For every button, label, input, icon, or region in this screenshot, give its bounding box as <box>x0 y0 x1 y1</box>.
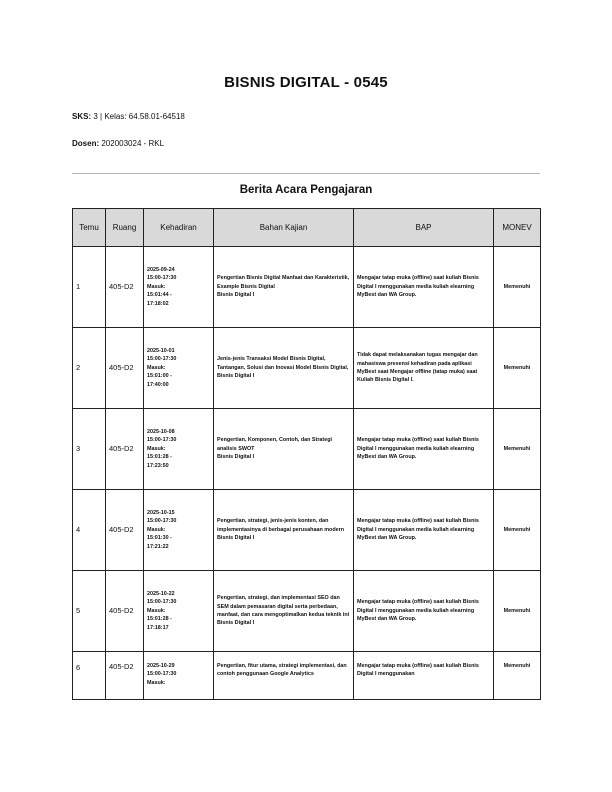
cell-bahan-kajian: Pengertian Bisnis Digital Manfaat dan Karakteristik, Example Bisnis Digital Bisnis Digital I <box>214 247 354 328</box>
cell-bap: Mengajar tatap muka (offline) saat kuliah Bisnis Digital I menggunakan media kuliah elearning MyBest dan WA Group. <box>354 409 494 490</box>
sks-line <box>72 112 185 121</box>
cell-temu: 4 <box>73 490 106 571</box>
cell-monev: Memenuhi <box>494 652 541 700</box>
col-header-bahan-kajian: Bahan Kajian <box>214 209 354 247</box>
cell-temu: 1 <box>73 247 106 328</box>
cell-monev: Memenuhi <box>494 328 541 409</box>
divider <box>72 173 540 174</box>
cell-bap: Mengajar tatap muka (offline) saat kuliah Bisnis Digital I menggunakan media kuliah elearning MyBest dan WA Group. <box>354 571 494 652</box>
cell-kehadiran: 2025-10-08 15:00-17:30 Masuk: 15:01:28 - 17:23:50 <box>144 409 214 490</box>
cell-bap: Mengajar tatap muka (offline) saat kuliah Bisnis Digital I menggunakan media kuliah elearning MyBest dan WA Group. <box>354 247 494 328</box>
cell-bap: Mengajar tatap muka (offline) saat kuliah Bisnis Digital I menggunakan <box>354 652 494 700</box>
cell-kehadiran: 2025-10-22 15:00-17:30 Masuk: 15:01:28 - 17:18:17 <box>144 571 214 652</box>
cell-monev: Memenuhi <box>494 247 541 328</box>
table-row <box>73 652 541 700</box>
table-header-row <box>73 209 541 247</box>
bap-table <box>72 208 541 700</box>
table-row <box>73 490 541 571</box>
cell-kehadiran: 2025-10-01 15:00-17:30 Masuk: 15:01:00 - 17:40:00 <box>144 328 214 409</box>
cell-kehadiran: 2025-09-24 15:00-17:30 Masuk: 15:01:44 - 17:18:02 <box>144 247 214 328</box>
cell-ruang: 405-D2 <box>106 409 144 490</box>
table-row <box>73 328 541 409</box>
cell-monev: Memenuhi <box>494 571 541 652</box>
col-header-ruang: Ruang <box>106 209 144 247</box>
col-header-kehadiran: Kehadiran <box>144 209 214 247</box>
cell-temu: 2 <box>73 328 106 409</box>
section-title: Berita Acara Pengajaran <box>239 184 373 196</box>
sks-value: 3 | Kelas: 64.58.01-64518 <box>93 112 185 121</box>
cell-bap: Mengajar tatap muka (offline) saat kuliah Bisnis Digital I menggunakan media kuliah elearning MyBest dan WA Group. <box>354 490 494 571</box>
table-row <box>73 409 541 490</box>
dosen-label: Dosen: <box>72 139 100 148</box>
cell-bahan-kajian: Jenis-jenis Transaksi Model Bisnis Digital, Tantangan, Solusi dan Inovasi Model Bisnis Digital, Bisnis Digital I <box>214 328 354 409</box>
cell-bahan-kajian: Pengertian, strategi, dan implementasi SEO dan SEM dalam pemasaran digital serta perbedaan, manfaat, dan cara mengoptimalkan kedua teknik ini Bisnis Digital I <box>214 571 354 652</box>
cell-bap: Tidak dapat melaksanakan tugas mengajar dan mahasiswa presensi kehadiran pada aplikasi MyBest saat Mengajar offline (tatap muka) saat Kuliah Bisnis Digital I. <box>354 328 494 409</box>
cell-kehadiran: 2025-10-15 15:00-17:30 Masuk: 15:01:30 - 17:21:22 <box>144 490 214 571</box>
table-row <box>73 571 541 652</box>
cell-ruang: 405-D2 <box>106 247 144 328</box>
cell-monev: Memenuhi <box>494 409 541 490</box>
col-header-monev: MONEV <box>494 209 541 247</box>
cell-bahan-kajian: Pengertian, fitur utama, strategi implementasi, dan contoh penggunaan Google Analytics <box>214 652 354 700</box>
cell-temu: 6 <box>73 652 106 700</box>
sks-label: SKS: <box>72 112 92 121</box>
cell-kehadiran: 2025-10-29 15:00-17:30 Masuk: <box>144 652 214 700</box>
cell-ruang: 405-D2 <box>106 490 144 571</box>
cell-bahan-kajian: Pengertian, strategi, jenis-jenis konten, dan implementasinya di berbagai perusahaan modern Bisnis Digital I <box>214 490 354 571</box>
dosen-value: 202003024 - RKL <box>101 139 165 148</box>
dosen-line <box>72 139 164 148</box>
table-row <box>73 247 541 328</box>
cell-temu: 3 <box>73 409 106 490</box>
page-title: BISNIS DIGITAL - 0545 <box>224 74 388 91</box>
cell-ruang: 405-D2 <box>106 652 144 700</box>
cell-ruang: 405-D2 <box>106 328 144 409</box>
cell-temu: 5 <box>73 571 106 652</box>
cell-ruang: 405-D2 <box>106 571 144 652</box>
cell-bahan-kajian: Pengertian, Komponen, Contoh, dan Strategi analisis SWOT Bisnis Digital I <box>214 409 354 490</box>
col-header-bap: BAP <box>354 209 494 247</box>
col-header-temu: Temu <box>73 209 106 247</box>
cell-monev: Memenuhi <box>494 490 541 571</box>
